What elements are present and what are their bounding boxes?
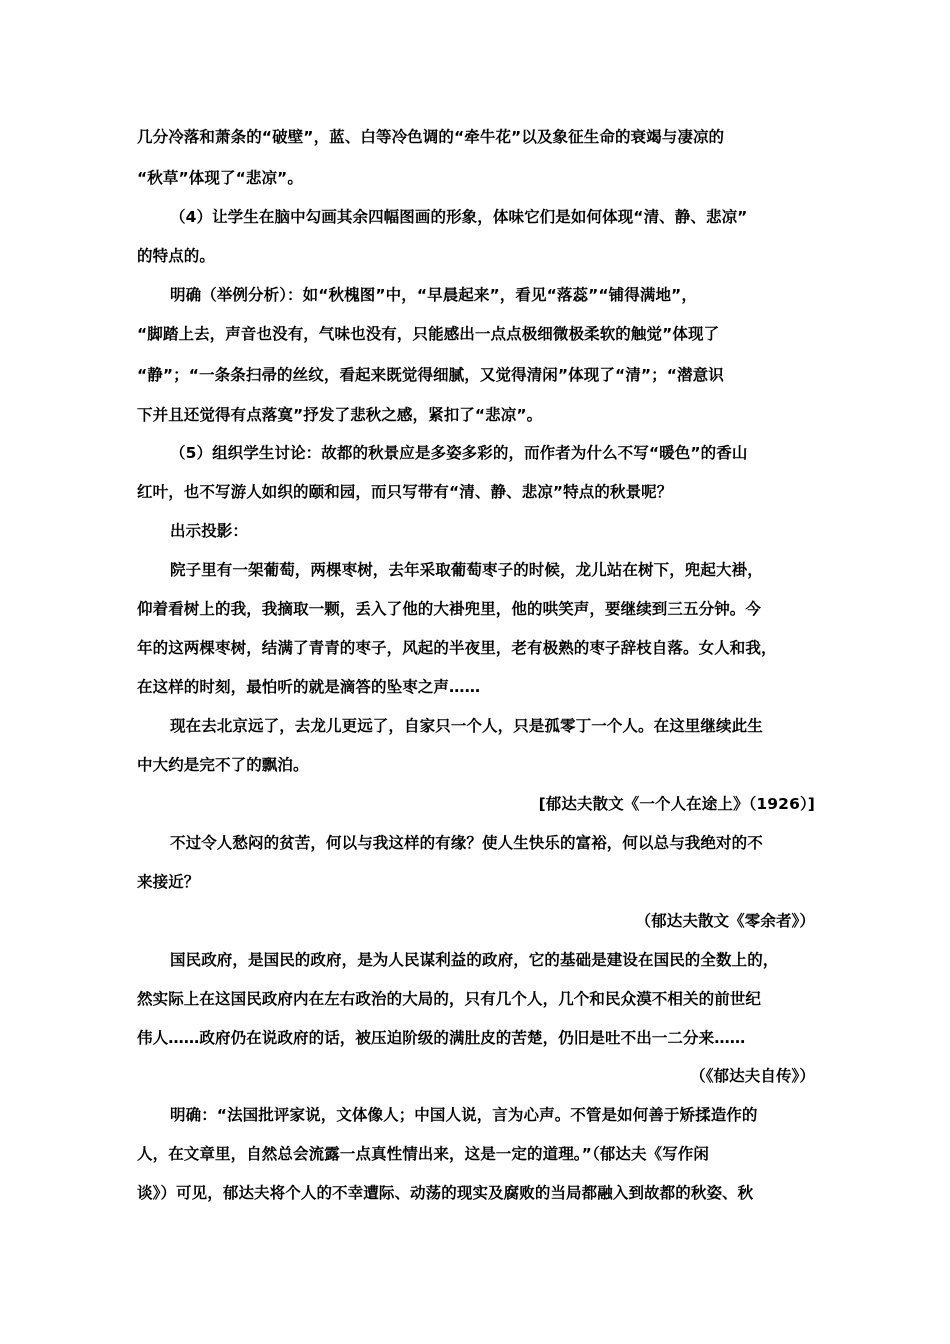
citation: [郁达夫散文《一个人在途上》（1926）] [538,795,815,813]
text-line: 不过令人愁闷的贫苦，何以与我这样的有缘？使人生快乐的富裕，何以总与我绝对的不 [170,834,763,852]
text-line: （5）组织学生讨论：故都的秋景应是多姿多彩的，而作者为什么不写“暖色”的香山 [170,444,748,462]
text-line: 伟人……政府仍在说政府的话，被压迫阶级的满肚皮的苦楚，仍旧是吐不出一二分来…… [137,1029,746,1047]
text-line: 明确：“法国批评家说，文体像人；中国人说，言为心声。不管是如何善于矫揉造作的 [170,1106,758,1124]
text-line: 仰着看树上的我，我摘取一颗，丢入了他的大褂兜里，他的哄笑声，要继续到三五分钟。今 [137,600,762,618]
text-line: （4）让学生在脑中勾画其余四幅图画的形象，体味它们是如何体现“清、静、悲凉” [170,208,748,226]
text-line: 中大约是完不了的飘泊。 [137,756,309,774]
text-line: 人，在文章里，自然总会流露一点真性情出来，这是一定的道理。”（郁达夫《写作闲 [137,1145,709,1163]
text-line: 下并且还觉得有点落寞”抒发了悲秋之感，紧扣了“悲凉”。 [137,406,543,424]
text-line: 现在去北京远了，去龙儿更远了，自家只一个人，只是孤零丁一个人。在这里继续此生 [170,717,763,735]
text-line: 明确（举例分析）：如“秋槐图”中，“早晨起来”，看见“落蕊”“铺得满地”， [170,286,697,304]
text-line: 几分冷落和萧条的“破壁”，蓝、白等冷色调的“牵牛花”以及象征生命的衰竭与凄凉的 [137,128,725,146]
text-line: 国民政府，是国民的政府，是为人民谋利益的政府，它的基础是建设在国民的全数上的， [170,951,779,969]
text-line: 的特点的。 [137,247,216,265]
text-line: “秋草”体现了“悲凉”。 [137,169,303,187]
text-line: 年的这两棵枣树，结满了青青的枣子，风起的半夜里，老有极熟的枣子辞枝自落。女人和我， [137,639,777,657]
text-line: 出示投影： [170,522,249,540]
text-line: 院子里有一架葡萄，两棵枣树，去年采取葡萄枣子的时候，龙儿站在树下，兜起大褂， [170,561,763,579]
text-line: 然实际上在这国民政府内在左右政治的大局的，只有几个人，几个和民众漠不相关的前世纪 [137,990,762,1008]
citation: （《郁达夫自传》） [690,1067,815,1085]
text-line: “脚踏上去，声音也没有，气味也没有，只能感出一点点极细微极柔软的触觉”体现了 [137,325,720,343]
citation: （郁达夫散文《零余者》） [635,912,815,930]
text-line: “静”；“一条条扫帚的丝纹，看起来既觉得细腻，又觉得清闲”体现了“清”；“潜意识 [137,366,724,384]
text-line: 红叶，也不写游人如织的颐和园，而只写带有“清、静、悲凉”特点的秋景呢？ [137,483,673,501]
text-line: 来接近？ [137,873,200,891]
text-line: 在这样的时刻，最怕听的就是滴答的坠枣之声…… [137,678,481,696]
text-line: 谈》）可见，郁达夫将个人的不幸遭际、动荡的现实及腐败的当局都融入到故都的秋姿、秋 [137,1184,754,1202]
